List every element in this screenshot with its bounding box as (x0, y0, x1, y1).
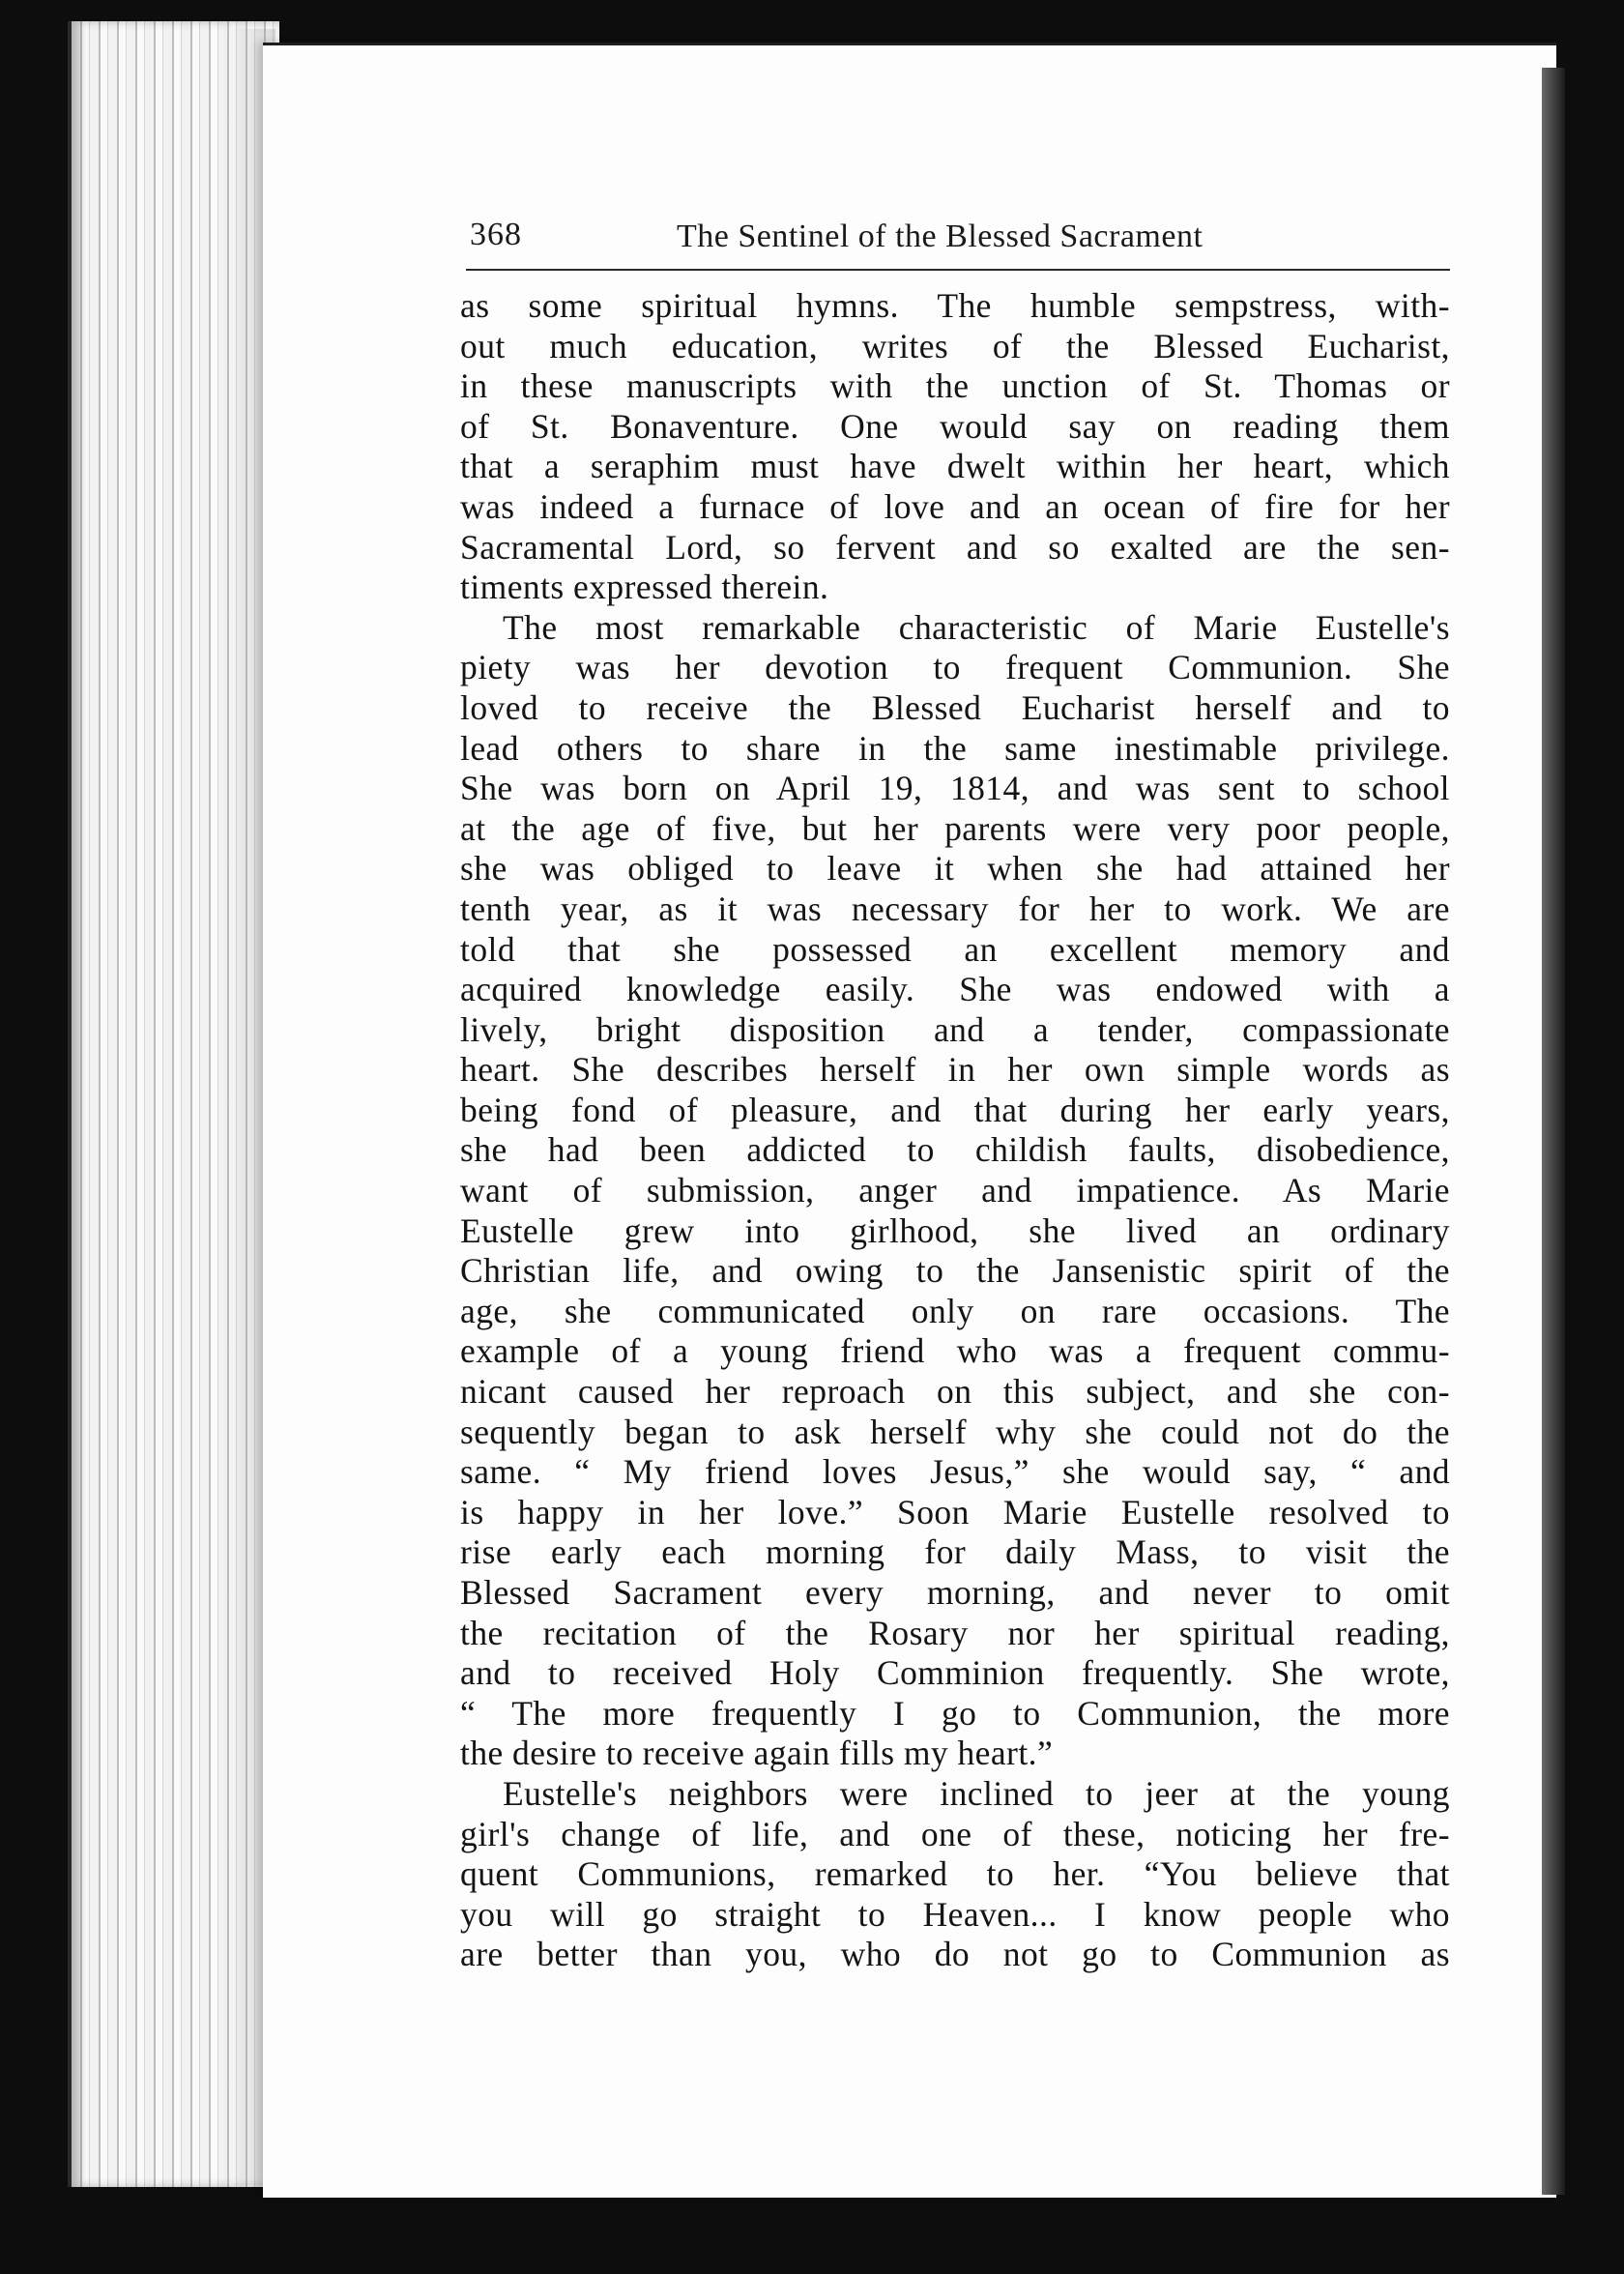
header-rule (466, 269, 1450, 271)
running-head (470, 213, 1450, 267)
text-line: age, she communicated only on rare occasions. The (460, 1291, 1450, 1330)
page-gutter-edge (1542, 68, 1565, 2195)
text-line: acquired knowledge easily. She was endowed with a (460, 970, 1450, 1009)
text-line: Eustelle's neighbors were inclined to jeer at the young (503, 1773, 1450, 1813)
text-line: “ The more frequently I go to Communion, the more (460, 1693, 1450, 1733)
text-line: Eustelle grew into girlhood, she lived an ordinary (460, 1210, 1450, 1250)
page-number: 368 (470, 217, 522, 252)
text-line: lead others to share in the same inestimable privilege. (460, 728, 1450, 768)
text-line: and to received Holy Comminion frequently. She wrote, (460, 1653, 1450, 1693)
text-line: timents expressed therein. (460, 568, 829, 607)
text-line: piety was her devotion to frequent Communion. She (460, 648, 1450, 687)
text-line: the desire to receive again fills my heart.” (460, 1734, 1054, 1773)
text-line: that a seraphim must have dwelt within her heart, which (460, 447, 1450, 486)
text-line: is happy in her love.” Soon Marie Eustelle resolved to (460, 1492, 1450, 1531)
running-title: The Sentinel of the Blessed Sacrament (677, 219, 1204, 254)
text-line: quent Communions, remarked to her. “You believe that (460, 1854, 1450, 1894)
text-line: being fond of pleasure, and that during her early years, (460, 1090, 1450, 1129)
text-line: of St. Bonaventure. One would say on reading them (460, 406, 1450, 446)
text-line: told that she possessed an excellent memory and (460, 929, 1450, 969)
text-line: lively, bright disposition and a tender, compassionate (460, 1009, 1450, 1049)
text-line: want of submission, anger and impatience. As Marie (460, 1171, 1450, 1210)
text-line: rise early each morning for daily Mass, to visit the (460, 1532, 1450, 1572)
text-line: same. “ My friend loves Jesus,” she would say, “ and (460, 1452, 1450, 1492)
text-line: example of a young friend who was a frequent commu- (460, 1331, 1450, 1371)
text-line: in these manuscripts with the unction of St. Thomas or (460, 366, 1450, 406)
text-line: she was obliged to leave it when she had attained her (460, 849, 1450, 889)
text-line: heart. She describes herself in her own simple words as (460, 1050, 1450, 1090)
body-text (460, 286, 1450, 1975)
text-line: She was born on April 19, 1814, and was sent to school (460, 769, 1450, 808)
text-line: she had been addicted to childish faults, disobedience, (460, 1130, 1450, 1170)
text-line: The most remarkable characteristic of Marie Eustelle's (503, 607, 1450, 647)
text-line: at the age of five, but her parents were very poor people, (460, 808, 1450, 848)
text-line: Christian life, and owing to the Jansenistic spirit of the (460, 1251, 1450, 1291)
text-line: Sacramental Lord, so fervent and so exalted are the sen- (460, 527, 1450, 567)
text-line: tenth year, as it was necessary for her to work. We are (460, 889, 1450, 928)
text-line: the recitation of the Rosary nor her spiritual reading, (460, 1613, 1450, 1652)
text-line: sequently began to ask herself why she could not do the (460, 1412, 1450, 1451)
text-line: loved to receive the Blessed Eucharist herself and to (460, 687, 1450, 727)
text-line: as some spiritual hymns. The humble sempstress, with- (460, 286, 1450, 325)
text-line: girl's change of life, and one of these, noticing her fre- (460, 1814, 1450, 1853)
text-line: Blessed Sacrament every morning, and never to omit (460, 1573, 1450, 1612)
text-line: was indeed a furnace of love and an ocean of fire for her (460, 486, 1450, 526)
text-line: you will go straight to Heaven... I know people who (460, 1894, 1450, 1934)
text-line: are better than you, who do not go to Communion as (460, 1935, 1450, 1974)
text-line: out much education, writes of the Blessed Eucharist, (460, 326, 1450, 365)
text-line: nicant caused her reproach on this subject, and she con- (460, 1372, 1450, 1412)
